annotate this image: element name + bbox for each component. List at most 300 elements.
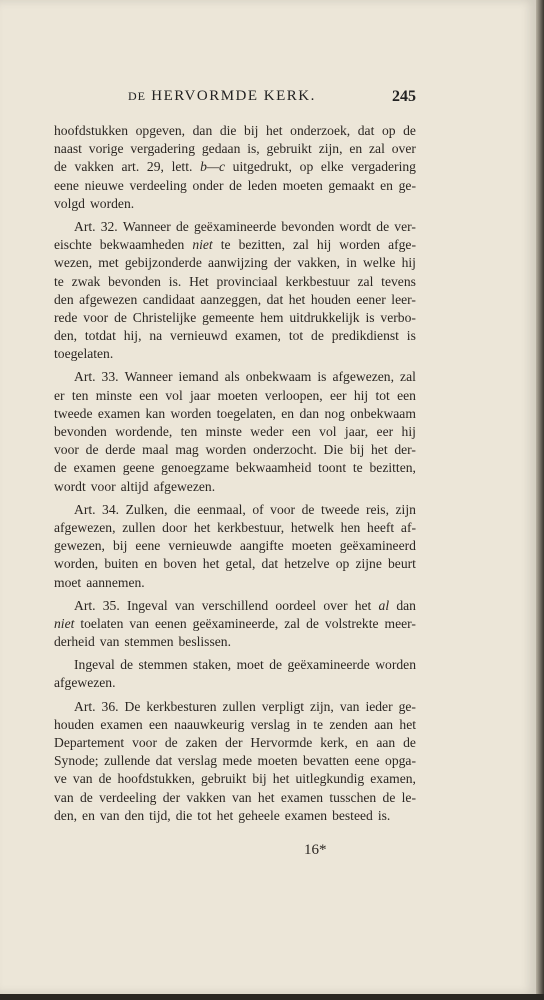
word: dat — [155, 753, 173, 769]
word: van — [231, 789, 252, 805]
text-line — [54, 501, 416, 519]
word: de — [403, 123, 416, 138]
word: den — [124, 807, 145, 823]
word: volstrekte — [324, 615, 379, 631]
word: verpligt — [261, 698, 305, 714]
word: Het — [189, 273, 209, 289]
word: hij — [401, 255, 416, 271]
word: art. — [121, 159, 140, 175]
word: het — [370, 442, 388, 458]
word: de — [311, 328, 324, 344]
word: naast — [54, 141, 82, 157]
paragraph — [54, 122, 416, 213]
word: kerk, — [320, 735, 348, 750]
word: examen — [97, 405, 141, 421]
word: van — [99, 807, 120, 823]
word: zullende — [104, 753, 151, 769]
running-title — [128, 88, 316, 105]
paragraph — [54, 597, 416, 652]
word: en — [380, 177, 393, 193]
page-number: 245 — [392, 88, 416, 105]
word: moeten — [282, 177, 323, 193]
text-line — [54, 537, 416, 555]
word: eener — [356, 291, 386, 307]
word: tweede — [320, 501, 360, 517]
word: 29, — [146, 159, 164, 175]
word: aangifte — [239, 538, 284, 554]
word: bij — [113, 538, 128, 554]
word: zwak — [71, 273, 101, 289]
word: candidaat — [142, 291, 195, 307]
word: dat — [266, 291, 284, 307]
word: zaken — [185, 735, 218, 750]
word: derde — [105, 442, 136, 458]
word: de — [376, 218, 390, 234]
text-line — [54, 555, 416, 573]
word: Synode; — [54, 753, 99, 769]
word: de — [403, 735, 416, 750]
word: der — [162, 789, 181, 805]
running-head — [0, 88, 536, 112]
word: gemaakt — [328, 177, 375, 193]
word: te — [313, 716, 324, 732]
word: bekwaamheid — [235, 460, 312, 476]
word: der — [225, 735, 243, 750]
word: examen, — [235, 328, 281, 344]
word: van — [174, 597, 195, 613]
word: Hervormde — [250, 735, 313, 750]
word: is — [406, 328, 416, 344]
word: gebijzonderde — [124, 255, 202, 271]
word: hetwelk — [290, 519, 334, 535]
text-line — [54, 423, 416, 441]
word: Art. — [74, 597, 96, 613]
word: en — [144, 556, 158, 572]
word: der- — [394, 442, 416, 458]
text-line — [54, 752, 416, 770]
word: predikdienst — [331, 328, 399, 344]
running-title-rest: HERVORMDE KERK. — [151, 88, 316, 104]
word: te — [220, 237, 231, 253]
word: verloopen, — [264, 387, 323, 403]
word: worden, — [54, 556, 99, 572]
word: tusschen — [329, 789, 377, 805]
word: afge- — [388, 237, 416, 253]
word: Zulken, — [125, 501, 168, 517]
text-line — [54, 615, 416, 633]
word: volgd — [54, 195, 85, 211]
word: den — [54, 291, 74, 307]
word: jaar, — [344, 424, 369, 439]
signature-mark: 16* — [304, 842, 327, 858]
word: Die — [323, 442, 344, 458]
word: houden — [54, 716, 95, 732]
word: stemmen — [138, 657, 188, 673]
word: moeten — [217, 387, 258, 403]
word: is — [317, 369, 327, 385]
word: af- — [400, 519, 416, 535]
word: bevonden — [54, 424, 107, 439]
text-line — [54, 716, 416, 734]
word: is — [365, 309, 375, 325]
text-line — [54, 674, 416, 692]
word: de — [79, 789, 93, 805]
word: worden. — [89, 195, 135, 211]
word: het — [272, 771, 290, 787]
word: vorige — [88, 141, 124, 157]
word: examen, — [370, 771, 416, 787]
word: geëxamineerde, — [192, 615, 279, 631]
text-line — [54, 633, 416, 651]
word: afgewezen — [79, 291, 138, 307]
text-line — [54, 309, 416, 327]
word: de — [164, 735, 178, 750]
word: in — [296, 716, 307, 732]
word: welke — [362, 255, 396, 271]
word: bevatten — [303, 753, 350, 769]
word: voor — [54, 442, 79, 458]
word: onbekwaam — [245, 369, 312, 385]
word: minste — [205, 424, 242, 439]
text-line — [54, 158, 416, 176]
word: oordeel — [275, 597, 317, 613]
word: Art. — [74, 698, 96, 714]
word: en — [355, 735, 369, 750]
word: het — [257, 789, 275, 805]
word: er — [54, 387, 65, 403]
word: en — [82, 807, 95, 823]
word: geene — [122, 460, 155, 476]
word: na — [149, 328, 163, 344]
word: gebruikt — [266, 141, 312, 157]
word: eene — [354, 753, 380, 769]
word: die — [173, 501, 191, 517]
word: de — [306, 615, 319, 631]
word: van — [72, 771, 93, 787]
text-line — [54, 218, 416, 236]
word: zijn, — [310, 698, 334, 714]
page-bottom-edge — [0, 994, 544, 1000]
word: van — [99, 634, 120, 650]
word: gewezen, — [54, 538, 105, 554]
word: den, — [54, 807, 78, 823]
word: der — [273, 255, 292, 271]
word: mag — [175, 442, 199, 458]
word: zal — [400, 369, 416, 385]
text-line — [54, 177, 416, 195]
word: moeten — [291, 538, 332, 554]
word: Art. — [74, 218, 96, 234]
word: voor — [270, 501, 296, 517]
word: examen — [100, 716, 143, 732]
word: worden — [375, 657, 416, 673]
text-line — [54, 368, 416, 386]
word: provinciaal — [216, 273, 278, 289]
word: verslag — [177, 753, 218, 769]
word: te — [352, 460, 363, 476]
word: staken, — [193, 657, 232, 673]
word: tot — [197, 807, 212, 823]
word: onderzocht. — [252, 442, 317, 458]
word: wordt — [339, 218, 372, 234]
word: de — [269, 657, 283, 673]
word: in — [346, 255, 357, 271]
word: en — [349, 141, 363, 157]
word: zijn, — [318, 141, 343, 157]
word: maal — [142, 442, 169, 458]
word: boven — [163, 556, 197, 572]
word: hetzelve — [284, 556, 330, 572]
word: 36. — [101, 698, 119, 714]
word: le- — [401, 789, 416, 805]
word: al — [378, 597, 390, 613]
word: afgewezen. — [54, 675, 116, 691]
word: gemeente — [202, 309, 255, 325]
word: kerkbestuur — [285, 273, 350, 289]
word: bij — [349, 442, 365, 458]
word: ver- — [394, 218, 416, 234]
text-line — [54, 597, 416, 615]
word: zijn — [395, 501, 416, 517]
word: ieder — [365, 698, 393, 714]
word: bezitten, — [238, 237, 285, 253]
word: vernieuwde — [168, 538, 232, 554]
word: kerkbesturen — [146, 698, 217, 714]
word: examen — [73, 460, 116, 476]
word: geëxamineerde — [287, 657, 370, 673]
word: wordt — [54, 478, 86, 494]
word: dan — [396, 597, 416, 613]
word: opga- — [385, 753, 416, 769]
word: vernieuwd — [170, 328, 228, 344]
word: de — [114, 309, 127, 325]
body-text — [54, 122, 416, 830]
word: geëxamineerde — [193, 218, 277, 234]
word: een — [397, 387, 416, 403]
word: houden — [310, 291, 351, 307]
word: gedaan — [201, 141, 241, 157]
word: het — [202, 556, 220, 572]
word: een — [148, 716, 168, 732]
word: verschillend — [201, 597, 269, 613]
word: ge- — [398, 177, 416, 193]
word: 32. — [100, 218, 118, 234]
text-line — [54, 770, 416, 788]
word: door — [162, 519, 188, 535]
text-line — [54, 195, 416, 213]
text-line — [54, 345, 416, 363]
word: bevonden — [108, 273, 161, 289]
word: zenden — [329, 716, 368, 732]
word: het — [288, 291, 306, 307]
text-line — [54, 254, 416, 272]
word: hij — [353, 387, 369, 403]
word: vakken — [186, 789, 226, 805]
word: toegelaten, — [216, 405, 276, 421]
word: die — [219, 123, 237, 138]
word: nieuwe — [84, 177, 124, 193]
word: geëxamineerd — [339, 538, 416, 554]
word: vakken — [74, 159, 114, 175]
word: het — [399, 716, 416, 732]
word: hen — [340, 519, 361, 535]
word: het — [193, 519, 211, 535]
word: heeft — [367, 519, 395, 535]
text-line — [54, 519, 416, 537]
word: is. — [377, 807, 391, 823]
word: gebruikt — [200, 771, 247, 787]
word: moet — [236, 657, 264, 673]
word: examen — [280, 789, 324, 805]
word: het — [216, 807, 234, 823]
word: zullen — [222, 698, 256, 714]
word: zijne — [355, 556, 382, 572]
word: voor — [132, 735, 157, 750]
word: opgeven, — [135, 123, 186, 138]
word: minste — [95, 387, 132, 403]
word: Departement — [54, 735, 125, 750]
word: een — [291, 424, 311, 439]
word: toont — [318, 460, 347, 476]
word: eer — [329, 387, 347, 403]
word: uitdrukkelijk — [289, 309, 360, 325]
word: van — [339, 698, 360, 714]
word: Wanneer — [122, 218, 171, 234]
text-line — [54, 574, 416, 592]
word: de — [382, 789, 396, 805]
word: zal — [369, 141, 385, 157]
word: over — [323, 597, 348, 613]
word: de — [98, 771, 112, 787]
word: verslag — [250, 716, 290, 732]
word: en — [281, 405, 295, 421]
word: worden — [170, 405, 212, 421]
word: te — [54, 273, 64, 289]
word: aan — [374, 716, 394, 732]
word: hoofdstukken — [54, 123, 129, 138]
word: de — [120, 657, 134, 673]
word: den, — [54, 328, 78, 344]
word: 34. — [102, 501, 120, 517]
text-line — [54, 441, 416, 459]
word: aanzeggen, — [200, 291, 262, 307]
word: besteed — [332, 807, 373, 823]
word: het — [354, 597, 372, 613]
word: Ingeval — [74, 657, 115, 673]
word: hij, — [123, 328, 142, 344]
word: eischte — [54, 237, 92, 253]
word: afgewezen, — [54, 519, 116, 535]
paragraph — [54, 501, 416, 592]
text-line — [54, 698, 416, 716]
word: aanwijzing — [208, 255, 268, 271]
running-title-de: DE — [128, 89, 146, 103]
word: aannemen. — [86, 574, 145, 590]
word: b—c — [200, 159, 225, 175]
word: mede — [222, 753, 252, 769]
text-line — [54, 459, 416, 477]
page-edge — [536, 0, 544, 1000]
word: op — [299, 159, 314, 175]
word: totdat — [84, 328, 116, 344]
word: bezitten, — [369, 460, 416, 476]
word: dat — [261, 556, 279, 572]
word: de — [175, 218, 189, 234]
word: leden — [247, 177, 278, 193]
word: wezen, — [54, 255, 93, 271]
word: beslissen. — [178, 634, 231, 650]
word: meer- — [384, 615, 416, 631]
word: van — [54, 789, 74, 805]
word: verdeeling — [99, 789, 157, 805]
word: vergadering — [130, 141, 196, 157]
word: Christelijke — [132, 309, 197, 325]
word: naauwkeurig — [174, 716, 245, 732]
word: wordende, — [115, 424, 173, 439]
word: zal — [293, 237, 309, 253]
text-line — [54, 478, 416, 496]
text-line — [54, 656, 416, 674]
word: lett. — [171, 159, 193, 175]
word: op — [381, 123, 396, 138]
word: niet — [192, 237, 213, 253]
word: rede — [54, 309, 78, 325]
word: nog — [324, 405, 345, 421]
word: afgewezen. — [153, 478, 216, 494]
word: 33. — [101, 369, 119, 385]
text-line — [54, 327, 416, 345]
text-line — [54, 807, 416, 825]
word: beurt — [388, 556, 416, 572]
word: ten — [180, 424, 198, 439]
text-line — [54, 140, 416, 158]
word: reis, — [365, 501, 389, 517]
word: zullen — [122, 519, 156, 535]
word: stemmen — [124, 634, 174, 650]
word: bij — [252, 771, 267, 787]
text-line — [54, 789, 416, 807]
text-line — [54, 387, 416, 405]
text-line — [54, 405, 416, 423]
word: eer — [376, 424, 394, 439]
word: afgewezen, — [332, 369, 395, 385]
word: leer- — [391, 291, 416, 307]
paragraph — [54, 368, 416, 495]
word: onderzoek, — [290, 123, 351, 138]
word: eenmaal, — [197, 501, 246, 517]
word: tijd, — [149, 807, 171, 823]
word: elke — [320, 159, 344, 175]
word: de — [85, 442, 99, 458]
word: verbo- — [380, 309, 416, 325]
word: voor — [90, 478, 116, 494]
word: vol — [319, 424, 337, 439]
word: tot — [288, 328, 304, 344]
word: Wanneer — [124, 369, 173, 385]
word: de — [229, 177, 242, 193]
text-line — [54, 273, 416, 291]
word: vergadering — [351, 159, 416, 175]
word: bij — [244, 123, 259, 138]
paragraph — [54, 218, 416, 364]
word: is. — [168, 273, 182, 289]
word: weder — [250, 424, 284, 439]
word: hem — [260, 309, 284, 325]
word: verdeeling — [129, 177, 187, 193]
word: onder — [192, 177, 224, 193]
word: tot — [375, 387, 390, 403]
word: moet — [54, 574, 82, 590]
